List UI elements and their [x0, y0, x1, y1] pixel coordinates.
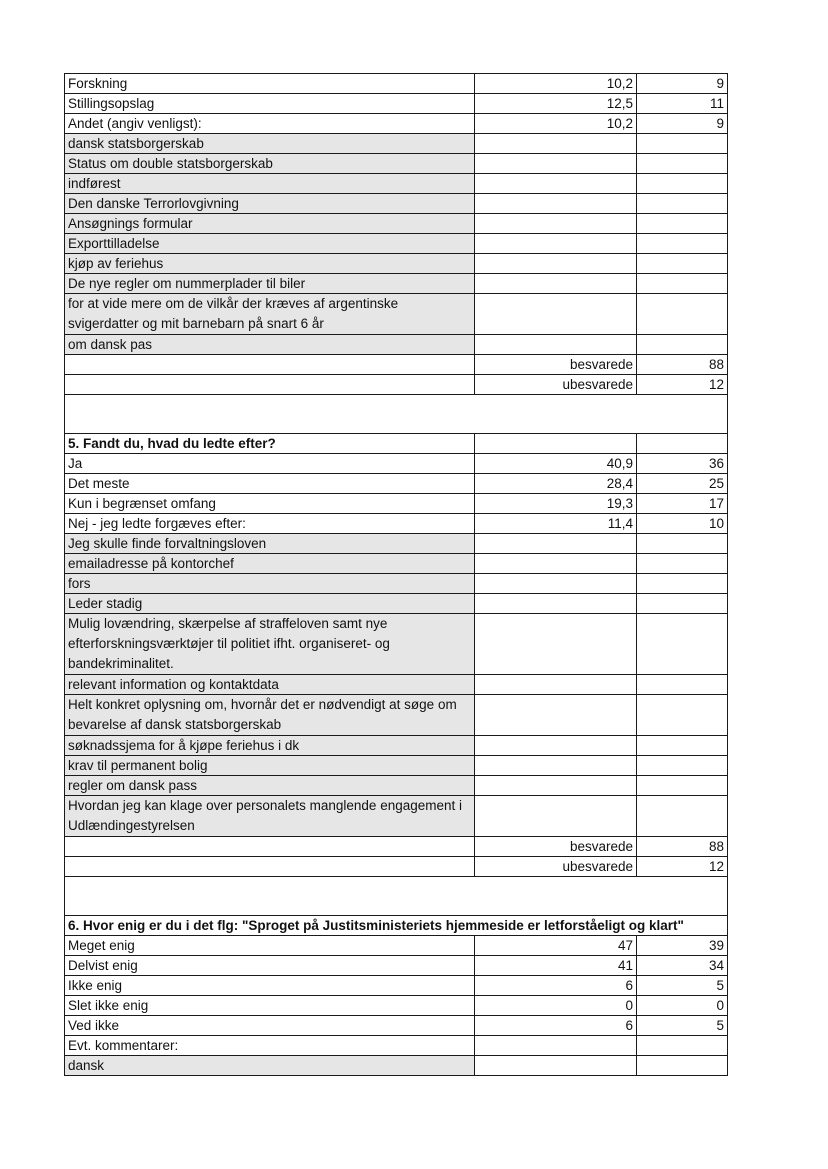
percent-cell: 28,4 — [475, 474, 637, 494]
percent-cell: 19,3 — [475, 494, 637, 514]
percent-cell — [475, 675, 637, 695]
count-cell: 9 — [637, 74, 728, 94]
table-row — [65, 534, 728, 554]
table-row — [65, 234, 728, 254]
count-cell — [637, 534, 728, 554]
table-row — [65, 956, 728, 976]
table-row — [65, 174, 728, 194]
count-cell — [637, 554, 728, 574]
percent-cell — [475, 174, 637, 194]
percent-cell: 41 — [475, 956, 637, 976]
empty-cell — [65, 877, 728, 916]
percent-cell — [475, 614, 637, 675]
table-row — [65, 474, 728, 494]
percent-cell: 40,9 — [475, 454, 637, 474]
answer-label: Leder stadig — [65, 594, 475, 614]
table-row — [65, 214, 728, 234]
answer-label: Nej - jeg ledte forgæves efter: — [65, 514, 475, 534]
answer-label: emailadresse på kontorchef — [65, 554, 475, 574]
answer-label: Ja — [65, 454, 475, 474]
count-cell — [637, 675, 728, 695]
section-title: 5. Fandt du, hvad du ledte efter? — [65, 434, 475, 454]
count-cell — [637, 134, 728, 154]
count-cell — [637, 194, 728, 214]
table-row — [65, 614, 728, 675]
answer-label: Evt. kommentarer: — [65, 1036, 475, 1056]
percent-cell — [475, 534, 637, 554]
count-cell — [637, 174, 728, 194]
unanswered-count: 12 — [637, 857, 728, 877]
answer-label: kjøp av feriehus — [65, 254, 475, 274]
table-row — [65, 154, 728, 174]
percent-cell — [475, 274, 637, 294]
count-cell: 0 — [637, 996, 728, 1016]
table-row — [65, 274, 728, 294]
percent-cell: 10,2 — [475, 74, 637, 94]
count-cell — [637, 1036, 728, 1056]
count-cell — [637, 614, 728, 675]
count-cell — [637, 736, 728, 756]
empty-cell — [65, 837, 475, 857]
table-row — [65, 796, 728, 837]
table-row — [65, 335, 728, 355]
count-cell — [637, 1056, 728, 1076]
answer-label: om dansk pas — [65, 335, 475, 355]
answer-label: Status om double statsborgerskab — [65, 154, 475, 174]
answer-label: Det meste — [65, 474, 475, 494]
percent-cell — [475, 756, 637, 776]
answer-label: Mulig lovændring, skærpelse af straffeloven samt nye efterforskningsværktøjer til politiet ifht. organiseret- og bandekriminalitet. — [65, 614, 475, 675]
answer-label: Stillingsopslag — [65, 94, 475, 114]
percent-cell: 10,2 — [475, 114, 637, 134]
section-title-row — [65, 916, 728, 936]
percent-cell: 47 — [475, 936, 637, 956]
count-cell — [637, 756, 728, 776]
percent-cell — [475, 695, 637, 736]
answered-count: 88 — [637, 837, 728, 857]
answer-label: krav til permanent bolig — [65, 756, 475, 776]
percent-cell — [475, 776, 637, 796]
spacer-row — [65, 395, 728, 434]
table-row — [65, 1036, 728, 1056]
table-row — [65, 736, 728, 756]
answer-label: Andet (angiv venligst): — [65, 114, 475, 134]
table-row — [65, 675, 728, 695]
count-cell: 5 — [637, 1016, 728, 1036]
summary-row — [65, 355, 728, 375]
table-row — [65, 554, 728, 574]
table-row — [65, 976, 728, 996]
answer-label: fors — [65, 574, 475, 594]
summary-row — [65, 857, 728, 877]
table-row — [65, 695, 728, 736]
table-row — [65, 254, 728, 274]
percent-cell: 0 — [475, 996, 637, 1016]
count-cell — [637, 776, 728, 796]
count-cell — [637, 274, 728, 294]
answer-label: dansk — [65, 1056, 475, 1076]
percent-cell: 11,4 — [475, 514, 637, 534]
table-row — [65, 114, 728, 134]
percent-cell — [475, 736, 637, 756]
answered-label: besvarede — [475, 355, 637, 375]
answer-label: for at vide mere om de vilkår der kræves af argentinske svigerdatter og mit barnebarn på snart 6 år — [65, 294, 475, 335]
table-row — [65, 294, 728, 335]
percent-cell: 6 — [475, 1016, 637, 1036]
answer-label: Hvordan jeg kan klage over personalets manglende engagement i Udlændingestyrelsen — [65, 796, 475, 837]
count-cell — [637, 254, 728, 274]
empty-cell — [65, 355, 475, 375]
table-row — [65, 574, 728, 594]
count-cell: 17 — [637, 494, 728, 514]
section-title-row — [65, 434, 728, 454]
empty-cell — [637, 434, 728, 454]
percent-cell — [475, 234, 637, 254]
percent-cell — [475, 594, 637, 614]
answer-label: regler om dansk pass — [65, 776, 475, 796]
count-cell — [637, 294, 728, 335]
answer-label: Forskning — [65, 74, 475, 94]
answer-label: dansk statsborgerskab — [65, 134, 475, 154]
count-cell: 11 — [637, 94, 728, 114]
count-cell — [637, 214, 728, 234]
count-cell — [637, 695, 728, 736]
percent-cell — [475, 335, 637, 355]
percent-cell — [475, 254, 637, 274]
count-cell — [637, 154, 728, 174]
survey-sheet — [64, 73, 727, 1076]
percent-cell — [475, 1056, 637, 1076]
table-row — [65, 776, 728, 796]
percent-cell: 6 — [475, 976, 637, 996]
table-row — [65, 1056, 728, 1076]
answer-label: Exporttilladelse — [65, 234, 475, 254]
count-cell: 34 — [637, 956, 728, 976]
count-cell: 10 — [637, 514, 728, 534]
answer-label: De nye regler om nummerplader til biler — [65, 274, 475, 294]
answer-label: Jeg skulle finde forvaltningsloven — [65, 534, 475, 554]
answer-label: Meget enig — [65, 936, 475, 956]
answer-label: Slet ikke enig — [65, 996, 475, 1016]
survey-table — [64, 73, 728, 1076]
percent-cell — [475, 574, 637, 594]
table-row — [65, 134, 728, 154]
count-cell — [637, 594, 728, 614]
table-row — [65, 514, 728, 534]
percent-cell — [475, 796, 637, 837]
count-cell — [637, 796, 728, 837]
percent-cell — [475, 1036, 637, 1056]
table-row — [65, 194, 728, 214]
count-cell: 39 — [637, 936, 728, 956]
spacer-row — [65, 877, 728, 916]
answer-label: Kun i begrænset omfang — [65, 494, 475, 514]
percent-cell — [475, 554, 637, 574]
unanswered-label: ubesvarede — [475, 375, 637, 395]
answer-label: Ikke enig — [65, 976, 475, 996]
answered-label: besvarede — [475, 837, 637, 857]
table-row — [65, 494, 728, 514]
percent-cell — [475, 194, 637, 214]
count-cell — [637, 234, 728, 254]
table-row — [65, 74, 728, 94]
answer-label: Helt konkret oplysning om, hvornår det er nødvendigt at søge om bevarelse af dansk statsborgerskab — [65, 695, 475, 736]
count-cell: 5 — [637, 976, 728, 996]
count-cell — [637, 335, 728, 355]
unanswered-count: 12 — [637, 375, 728, 395]
summary-row — [65, 837, 728, 857]
section-title: 6. Hvor enig er du i det flg: "Sproget på Justitsministeriets hjemmeside er letforståeligt og klart" — [65, 916, 728, 936]
table-row — [65, 996, 728, 1016]
table-row — [65, 756, 728, 776]
empty-cell — [475, 434, 637, 454]
unanswered-label: ubesvarede — [475, 857, 637, 877]
count-cell: 25 — [637, 474, 728, 494]
table-row — [65, 594, 728, 614]
table-row — [65, 94, 728, 114]
percent-cell — [475, 154, 637, 174]
count-cell: 9 — [637, 114, 728, 134]
answer-label: relevant information og kontaktdata — [65, 675, 475, 695]
answer-label: indførest — [65, 174, 475, 194]
empty-cell — [65, 375, 475, 395]
answer-label: Ansøgnings formular — [65, 214, 475, 234]
percent-cell: 12,5 — [475, 94, 637, 114]
empty-cell — [65, 857, 475, 877]
count-cell: 36 — [637, 454, 728, 474]
count-cell — [637, 574, 728, 594]
answer-label: Den danske Terrorlovgivning — [65, 194, 475, 214]
answer-label: Ved ikke — [65, 1016, 475, 1036]
table-row — [65, 936, 728, 956]
table-row — [65, 454, 728, 474]
answer-label: søknadssjema for å kjøpe feriehus i dk — [65, 736, 475, 756]
answer-label: Delvist enig — [65, 956, 475, 976]
percent-cell — [475, 294, 637, 335]
percent-cell — [475, 134, 637, 154]
summary-row — [65, 375, 728, 395]
answered-count: 88 — [637, 355, 728, 375]
empty-cell — [65, 395, 728, 434]
percent-cell — [475, 214, 637, 234]
table-row — [65, 1016, 728, 1036]
